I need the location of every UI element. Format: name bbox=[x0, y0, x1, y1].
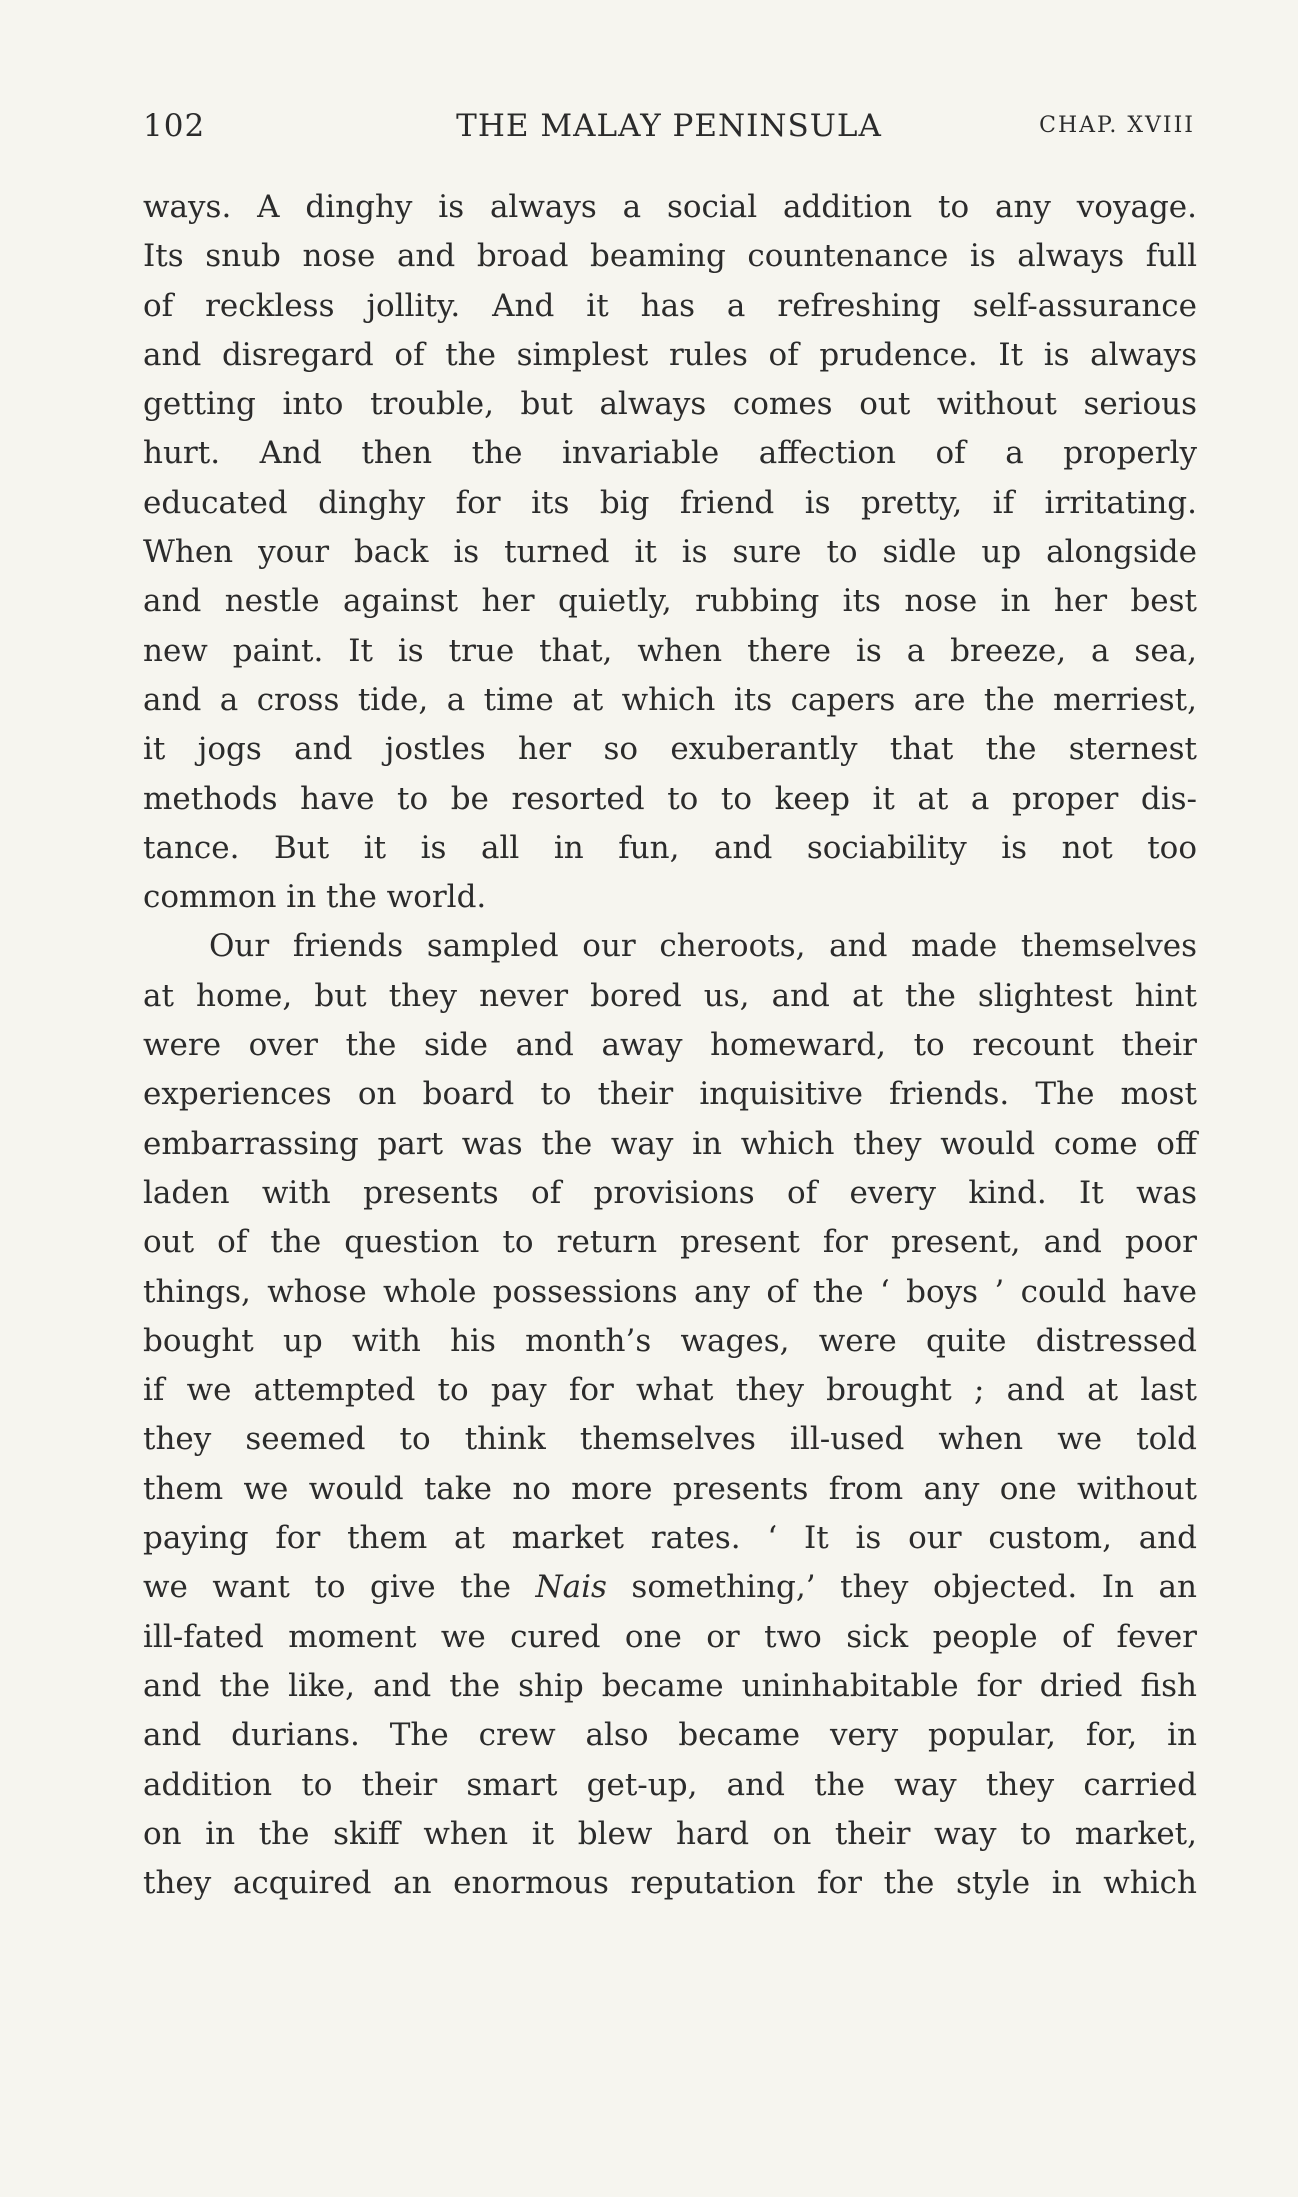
text-line: addition to their smart get-up, and the way they carried bbox=[143, 1766, 1197, 1803]
text-line: if we attempted to pay for what they brought ; and at last bbox=[143, 1372, 1197, 1409]
page-number: 102 bbox=[143, 108, 206, 144]
text-line: on in the skiff when it blew hard on their way to market, bbox=[143, 1815, 1197, 1852]
text-line: Its snub nose and broad beaming countenance is always full bbox=[143, 238, 1197, 275]
text-line-with-ship-name bbox=[143, 1563, 1197, 1612]
text-line: getting into trouble, but always comes out without serious bbox=[143, 386, 1197, 423]
text-line: bought up with his month’s wages, were quite distressed bbox=[143, 1322, 1197, 1359]
text-line: ways. A dinghy is always a social addition to any voyage. bbox=[143, 189, 1197, 225]
text-line: out of the question to return present for present, and poor bbox=[143, 1224, 1197, 1261]
ship-name-italic: Nais bbox=[535, 1569, 607, 1606]
text-line: laden with presents of provisions of every kind. It was bbox=[143, 1174, 1197, 1211]
text-line: them we would take no more presents from any one without bbox=[143, 1470, 1197, 1507]
line-text-before: we want to give the bbox=[143, 1569, 536, 1606]
text-line: new paint. It is true that, when there is a breeze, a sea, bbox=[143, 632, 1197, 669]
paragraph-end-line: common in the world. bbox=[143, 879, 487, 916]
text-line: it jogs and jostles her so exuberantly that the sternest bbox=[143, 731, 1197, 768]
text-line: paying for them at market rates. ‘ It is our custom, and bbox=[143, 1520, 1197, 1557]
text-line: educated dinghy for its big friend is pretty, if irritating. bbox=[143, 484, 1197, 521]
text-line: When your back is turned it is sure to sidle up alongside bbox=[143, 534, 1197, 571]
text-line: and a cross tide, a time at which its capers are the merriest, bbox=[143, 681, 1197, 718]
text-line: they acquired an enormous reputation for the style in which bbox=[143, 1865, 1197, 1902]
text-line: things, whose whole possessions any of the ‘ boys ’ could have bbox=[143, 1273, 1197, 1310]
paragraph-start-line: Our friends sampled our cheroots, and made themselves bbox=[209, 928, 1197, 965]
text-line: and nestle against her quietly, rubbing its nose in her best bbox=[143, 583, 1197, 620]
body-text bbox=[143, 183, 1197, 1908]
text-line: ill-fated moment we cured one or two sick people of fever bbox=[143, 1618, 1197, 1655]
text-line: and the like, and the ship became uninhabitable for dried fish bbox=[143, 1667, 1197, 1704]
text-line: at home, but they never bored us, and at the slightest hint bbox=[143, 977, 1197, 1014]
line-text-after: something,’ they objected. In an bbox=[606, 1569, 1197, 1606]
text-line: embarrassing part was the way in which they would come off bbox=[143, 1125, 1197, 1162]
text-line: experiences on board to their inquisitive friends. The most bbox=[143, 1076, 1197, 1113]
text-line: they seemed to think themselves ill-used when we told bbox=[143, 1421, 1197, 1458]
chapter-reference: CHAP. XVIII bbox=[1039, 113, 1195, 138]
text-line: of reckless jollity. And it has a refreshing self-assurance bbox=[143, 287, 1197, 324]
text-line: and disregard of the simplest rules of prudence. It is always bbox=[143, 336, 1197, 373]
text-line: and durians. The crew also became very popular, for, in bbox=[143, 1717, 1197, 1754]
text-line: methods have to be resorted to to keep it at a proper dis- bbox=[143, 780, 1197, 817]
running-title: THE MALAY PENINSULA bbox=[456, 108, 882, 144]
text-line: tance. But it is all in fun, and sociability is not too bbox=[143, 829, 1197, 866]
running-head bbox=[143, 108, 1195, 152]
text-line: were over the side and away homeward, to recount their bbox=[143, 1027, 1197, 1064]
text-line: hurt. And then the invariable affection of a properly bbox=[143, 435, 1197, 472]
